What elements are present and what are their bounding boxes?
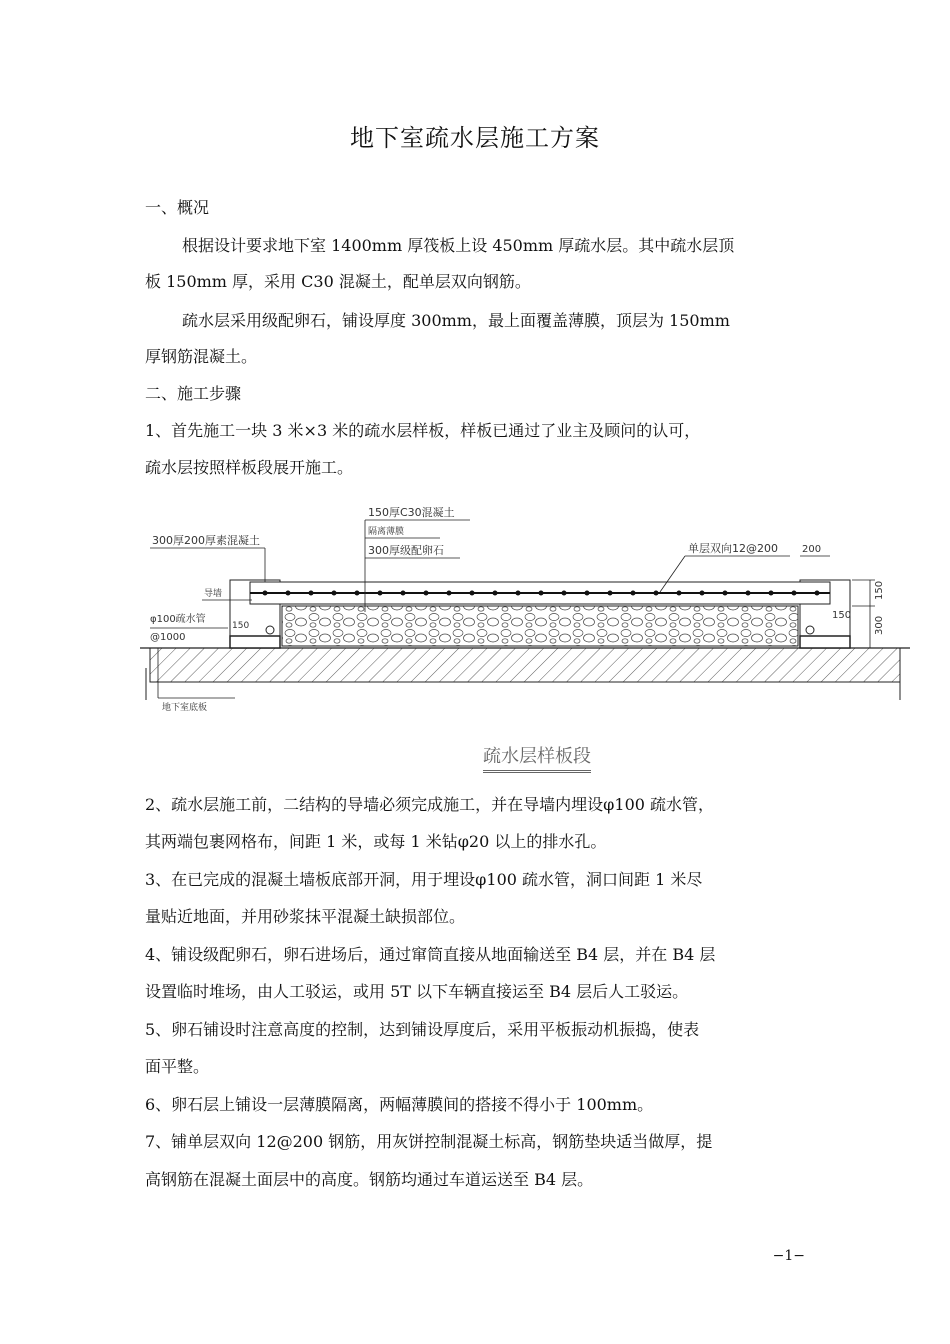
drain-pipe-left — [266, 626, 274, 634]
paragraph-line: 高钢筋在混凝土面层中的高度。钢筋均通过车道运送至 B4 层。 — [145, 1170, 594, 1189]
paragraph-line: 5、卵石铺设时注意高度的控制，达到铺设厚度后，采用平板振动机振捣，使表 — [145, 1020, 700, 1039]
base-slab — [150, 648, 900, 682]
section-heading-overview: 一、概况 — [145, 198, 210, 217]
paragraph-line: 板 150mm 厚，采用 C30 混凝土，配单层双向钢筋。 — [145, 272, 531, 291]
label-dim-150-top: 150 — [874, 580, 885, 600]
label-base-slab: 地下室底板 — [162, 703, 208, 713]
paragraph-line: 量贴近地面，并用砂浆抹平混凝土缺损部位。 — [145, 907, 466, 926]
label-drain-pipe: φ100疏水管 — [150, 614, 206, 625]
label-membrane: 隔离薄膜 — [368, 527, 405, 537]
paragraph-line: 其两端包裹网格布，间距 1 米，或每 1 米钻φ20 以上的排水孔。 — [145, 832, 607, 851]
label-top-concrete: 150厚C30混凝土 — [368, 506, 455, 519]
label-wall: 300厚200厚素混凝土 — [152, 534, 260, 547]
paragraph-line: 设置临时堆场，由人工驳运，或用 5T 以下车辆直接运至 B4 层后人工驳运。 — [145, 982, 689, 1001]
paragraph-line: 4、铺设级配卵石，卵石进场后，通过窜筒直接从地面输送至 B4 层，并在 B4 层 — [145, 945, 716, 964]
paragraph-line: 面平整。 — [145, 1057, 210, 1076]
label-guide-wall: 导墙 — [204, 589, 223, 599]
paragraph-line: 6、卵石层上铺设一层薄膜隔离，两幅薄膜间的搭接不得小于 100mm。 — [145, 1095, 654, 1114]
paragraph-line: 7、铺单层双向 12@200 钢筋，用灰饼控制混凝土标高，钢筋垫块适当做厚，提 — [145, 1132, 713, 1151]
paragraph-line: 疏水层采用级配卵石，铺设厚度 300mm，最上面覆盖薄膜，顶层为 150mm — [182, 311, 730, 330]
paragraph-line: 疏水层按照样板段展开施工。 — [145, 458, 354, 477]
label-gravel: 300厚级配卵石 — [368, 544, 444, 557]
label-dim-150-left: 150 — [232, 621, 250, 631]
drain-pipe-right — [806, 626, 814, 634]
drainage-layer-section-drawing — [140, 500, 910, 720]
label-dim-300: 300 — [874, 615, 885, 635]
label-drain-spacing: @1000 — [150, 632, 186, 643]
gravel-layer — [282, 606, 798, 646]
document-title: 地下室疏水层施工方案 — [350, 124, 600, 152]
paragraph-line: 根据设计要求地下室 1400mm 厚筏板上设 450mm 厚疏水层。其中疏水层顶 — [182, 236, 735, 255]
paragraph-line: 3、在已完成的混凝土墙板底部开洞，用于埋设φ100 疏水管，洞口间距 1 米尽 — [145, 870, 703, 889]
paragraph-line: 2、疏水层施工前，二结构的导墙必须完成施工，并在导墙内埋设φ100 疏水管， — [145, 795, 715, 814]
label-dim-150-right: 150 — [832, 610, 852, 621]
paragraph-line: 1、首先施工一块 3 米×3 米的疏水层样板，样板已通过了业主及顾问的认可， — [145, 421, 701, 440]
figure-caption: 疏水层样板段 — [483, 742, 591, 773]
label-rebar: 单层双向12@200 — [688, 542, 778, 555]
section-heading-steps: 二、施工步骤 — [145, 384, 242, 403]
label-dim-200: 200 — [802, 544, 822, 555]
paragraph-line: 厚钢筋混凝土。 — [145, 347, 258, 366]
page-number: −1− — [772, 1248, 805, 1264]
